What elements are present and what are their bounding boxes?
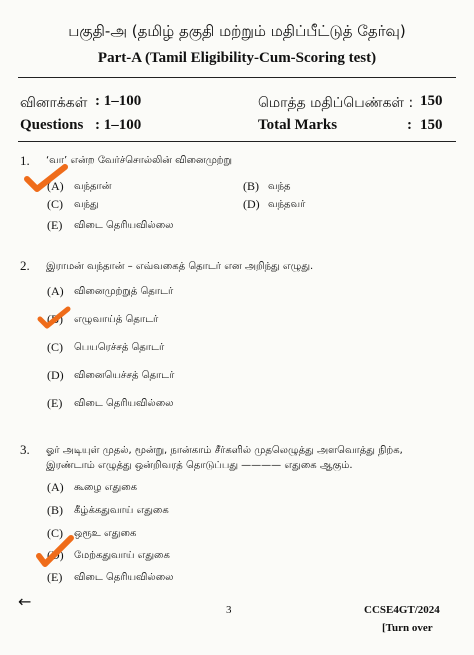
option-text: கீழ்க்கதுவாய் எதுகை bbox=[74, 505, 169, 516]
questions-english-value: : 1–100 bbox=[95, 117, 142, 133]
marks-tamil-value: 150 bbox=[420, 93, 443, 109]
option-text: எழுவாய்த் தொடர் bbox=[74, 314, 159, 325]
option-label: (C) bbox=[47, 197, 63, 211]
option-label: (A) bbox=[47, 480, 64, 494]
title-english: Part-A (Tamil Eligibility-Cum-Scoring test) bbox=[97, 50, 377, 66]
option-label: (B) bbox=[243, 179, 259, 193]
check-mark-icon bbox=[35, 534, 75, 568]
option-text: மேற்கதுவாய் எதுகை bbox=[74, 550, 170, 561]
option-label: (B) bbox=[47, 312, 63, 326]
option-text: விடை தெரியவில்லை bbox=[74, 572, 174, 583]
option-text: வந்தான் bbox=[74, 181, 112, 192]
questions-tamil-label: வினாக்கள் bbox=[20, 95, 88, 111]
page-number: 3 bbox=[226, 604, 232, 616]
paper-code: CCSE4GT/2024 bbox=[364, 604, 440, 616]
header-top-rule bbox=[18, 77, 456, 78]
option-text: பெயரெச்சத் தொடர் bbox=[74, 342, 165, 353]
option-text: வினைமுற்றுத் தொடர் bbox=[74, 286, 174, 297]
option-text: வினையெச்சத் தொடர் bbox=[74, 370, 175, 381]
questions-tamil-value: : 1–100 bbox=[95, 93, 142, 109]
marks-tamil-label: மொத்த மதிப்பெண்கள் : bbox=[258, 95, 414, 111]
option-label: (D) bbox=[243, 197, 260, 211]
option-label: (B) bbox=[47, 503, 63, 517]
question-text: ‘வா’ என்ற வேர்ச்சொல்லின் வினைமுற்று bbox=[46, 155, 232, 166]
check-mark-icon bbox=[24, 164, 68, 194]
check-mark-icon bbox=[37, 306, 71, 330]
option-text: விடை தெரியவில்லை bbox=[74, 398, 174, 409]
marks-english-label: Total Marks bbox=[258, 117, 338, 133]
arrow-left-icon: ← bbox=[18, 592, 32, 611]
question-text: இராமன் வந்தான் – எவ்வகைத் தொடர் என அறிந்து எழுது. bbox=[46, 261, 314, 272]
option-text: விடை தெரியவில்லை bbox=[74, 220, 174, 231]
option-text: வந்து bbox=[74, 199, 99, 210]
option-text: வந்த bbox=[268, 181, 291, 192]
header-bottom-rule bbox=[18, 141, 456, 142]
option-label: (E) bbox=[47, 396, 63, 410]
option-label: (E) bbox=[47, 218, 63, 232]
title-tamil: பகுதி-அ (தமிழ் தகுதி மற்றும் மதிப்பீட்டுத் தேர்வு) bbox=[68, 22, 406, 40]
option-label: (A) bbox=[47, 284, 64, 298]
marks-english-value: 150 bbox=[420, 117, 443, 133]
question-number: 2. bbox=[20, 258, 30, 273]
option-label: (D) bbox=[47, 368, 64, 382]
option-label: (C) bbox=[47, 526, 63, 540]
option-text: கூழை எதுகை bbox=[74, 482, 138, 493]
question-number: 1. bbox=[20, 153, 30, 168]
question-number: 3. bbox=[20, 442, 30, 457]
questions-english-label: Questions bbox=[20, 117, 84, 133]
option-text: வந்தவர் bbox=[268, 199, 306, 210]
marks-english-colon: : bbox=[407, 117, 412, 133]
turn-over: [Turn over bbox=[382, 622, 433, 634]
question-text: ஓர் அடியுள் முதல், மூன்று, நான்காம் சீர்களில் முதலெழுத்து அளவொத்து நிற்க, இரண்டாம் எழுத்து ஒன்றிவரத் தொடுப்பது ———— எதுகை ஆகும். bbox=[46, 445, 403, 471]
option-label: (C) bbox=[47, 340, 63, 354]
option-label: (A) bbox=[47, 179, 64, 193]
option-label: (E) bbox=[47, 570, 63, 584]
option-text: ஒரூஉ எதுகை bbox=[74, 528, 137, 539]
option-label: (D) bbox=[47, 548, 64, 562]
